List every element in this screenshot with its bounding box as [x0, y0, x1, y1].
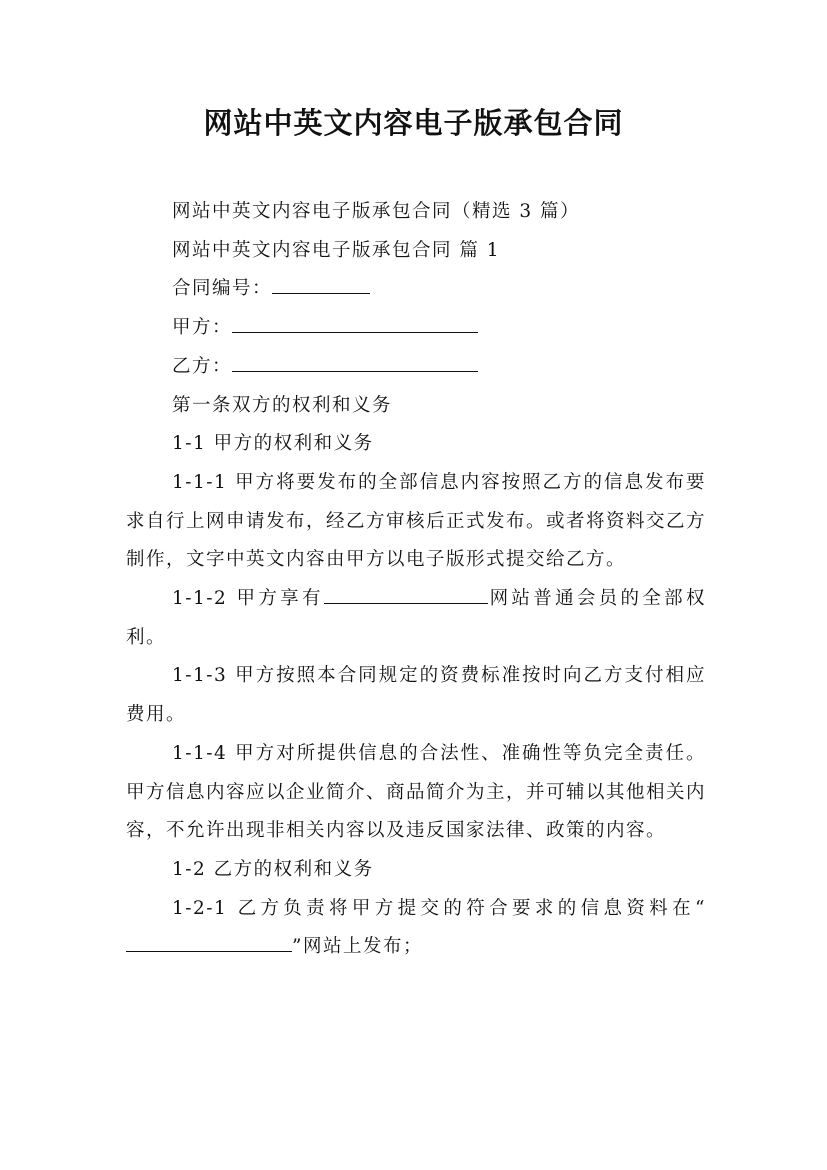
party-b-blank: [232, 351, 478, 371]
contract-number-blank: [272, 274, 370, 294]
clause-1-1-2-start: 1-1-2 甲方享有: [172, 588, 324, 610]
party-b-line: [126, 348, 706, 387]
contract-number-line: [126, 270, 706, 309]
clause-1-2-1-start: 1-2-1 乙方负责将甲方提交的符合要求的信息资料在: [172, 897, 696, 919]
party-a-blank: [232, 313, 478, 333]
article-1-heading: 第一条双方的权利和义务: [172, 394, 393, 416]
party-a-label: 甲方：: [172, 317, 233, 339]
subtitle: 网站中英文内容电子版承包合同（精选 3 篇）: [172, 201, 581, 222]
clause-1-2-1-end: 网站上发布；: [302, 936, 423, 958]
clause-1-1-4: 1-1-4 甲方对所提供信息的合法性、准确性等负完全责任。甲方信息内容应以企业简介、商品简介为主，并可辅以其他相关内容，不允许出现非相关内容以及违反国家法律、政策的内容。: [126, 742, 707, 842]
chapter-heading: 网站中英文内容电子版承包合同 篇 1: [172, 239, 501, 261]
clause-1-1-1: 1-1-1 甲方将要发布的全部信息内容按照乙方的信息发布要求自行上网申请发布，经乙方审核后正式发布。或者将资料交乙方制作，文字中英文内容由甲方以电子版形式提交给乙方。: [126, 471, 707, 571]
clause-1-1-2: [126, 580, 706, 657]
party-b-label: 乙方：: [172, 355, 233, 377]
clause-1-1-3: 1-1-3 甲方按照本合同规定的资费标准按时向乙方支付相应费用。: [126, 665, 706, 726]
quote-open: “: [695, 897, 706, 919]
document-title: 网站中英文内容电子版承包合同: [203, 106, 624, 140]
clause-1-1-2-end: 网站普通会员的全部权利。: [126, 588, 706, 648]
section-1-1-heading: 1-1 甲方的权利和义务: [172, 433, 374, 455]
contract-number-label: 合同编号：: [172, 278, 273, 300]
section-1-2-heading: 1-2 乙方的权利和义务: [172, 858, 374, 880]
website-name-blank: [324, 584, 488, 604]
party-a-line: [126, 309, 706, 348]
quote-close: ”: [292, 936, 303, 958]
document-body: [126, 193, 706, 967]
clause-1-2-1: [126, 890, 706, 967]
site-name-blank: [126, 932, 292, 952]
